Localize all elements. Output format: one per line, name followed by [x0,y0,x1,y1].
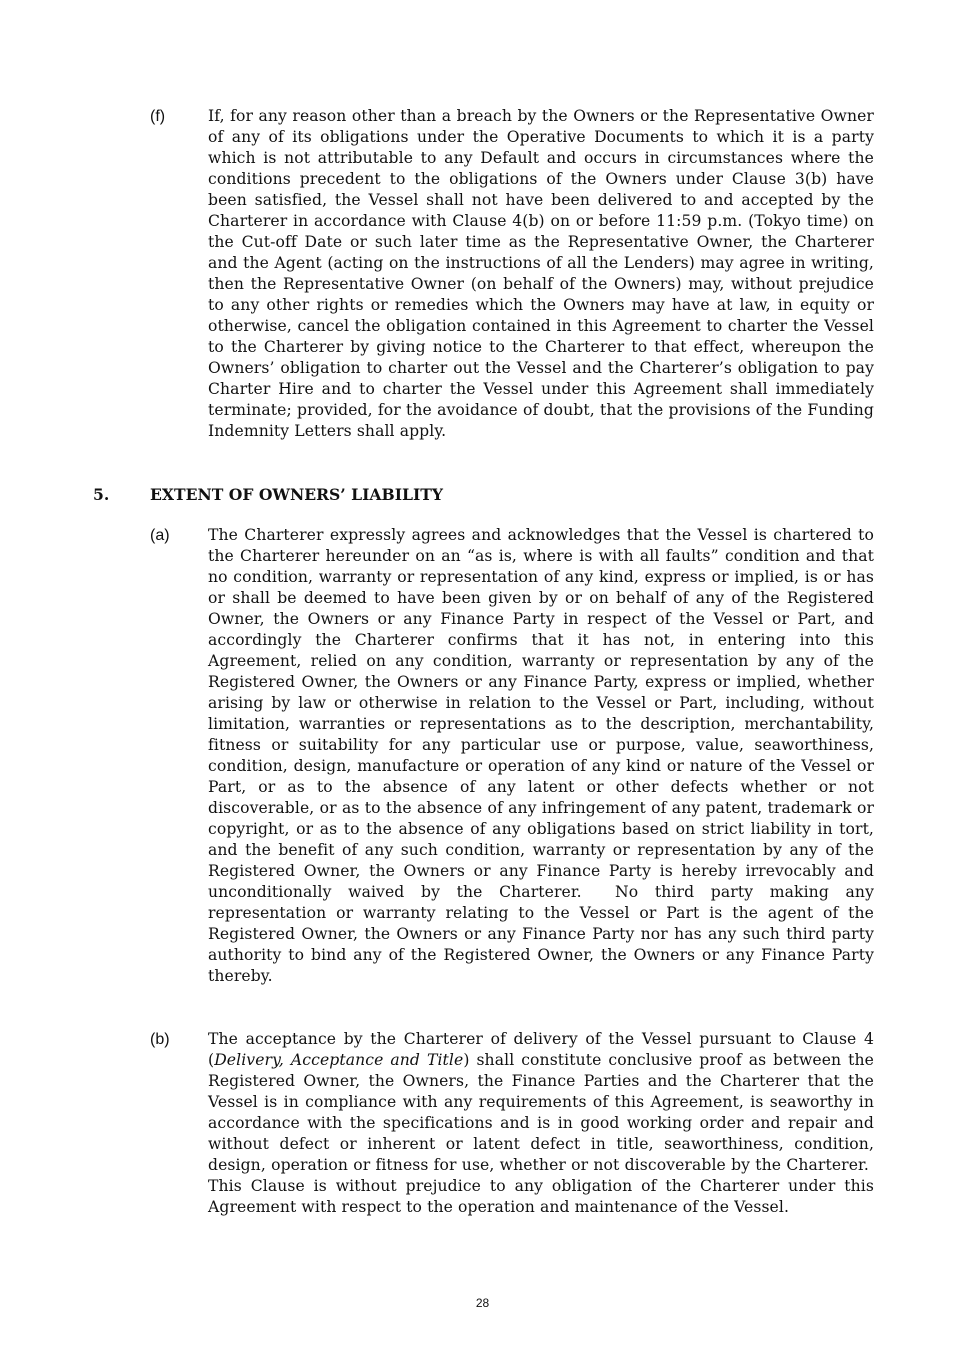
clause-text: If, for any reason other than a breach by the Owners or the Representative Owner of any of its obligations under the Operative Documents to which it is a party which is not attributable to any Default and occurs in circumstances where the conditions precedent to the obligations of the Owners under Clause 3(b) have been satisfied, the Vessel shall not have been delivered to and accepted by the Charterer in accordance with Clause 4(b) on or before 11:59 p.m. (Tokyo time) on the Cut-off Date or such later time as the Representative Owner, the Charterer and the Agent (acting on the instructions of all the Lenders) may agree in writing, then the Representative Owner (on behalf of the Owners) may, without prejudice to any other rights or remedies which the Owners may have at law, in equity or otherwise, cancel the obligation contained in this Agreement to charter the Vessel to the Charterer by giving notice to the Charterer to that effect, whereupon the Owners’ obligation to charter out the Vessel and the Charterer’s obligation to pay Charter Hire and to charter the Vessel under this Agreement shall immediately terminate; provided, for the avoidance of doubt, that the provisions of the Funding Indemnity Letters shall apply. [208,107,874,440]
clause-text [208,1029,874,1218]
clause-5b [150,1029,874,1218]
section-title: EXTENT OF OWNERS’ LIABILITY [150,485,443,504]
section-number: 5. [93,485,110,504]
clause-text-part: ) shall constitute conclusive proof as between the Registered Owner, the Owners, the Finance Parties and the Charterer that the Vessel is in compliance with any requirements of this Agreement, is seaworthy in accordance with the specifications and is in good working order and repair and without defect or inherent or latent defect in title, seaworthiness, condition, design, operation or fitness for use, whether or not discoverable by the Charterer. [208,1051,874,1174]
clause-4f [150,106,874,442]
clause-label: (b) [150,1031,170,1048]
clause-title-reference: Delivery, Acceptance and Title [214,1051,464,1069]
clause-text-part: This Clause is without prejudice to any obligation of the Charterer under this Agreement with respect to the operation and maintenance of the Vessel. [208,1177,874,1216]
clause-text-part: The Charterer expressly agrees and acknowledges that the Vessel is chartered to the Charterer hereunder on an “as is, where is with all faults” condition and that no condition, warranty or representation of any kind, express or implied, is or has or shall be deemed to have been given by or on behalf of any of the Registered Owner, the Owners or any Finance Party in respect of the Vessel or Part, and accordingly the Charterer confirms that it has not, in entering into this Agreement, relied on any condition, warranty or representation by any of the Registered Owner, the Owners or any Finance Party, express or implied, whether arising by law or otherwise in relation to the Vessel or Part, including, without limitation, warranties or representations as to the description, merchantability, fitness or suitability for any particular use or purpose, value, seaworthiness, condition, design, manufacture or operation of any kind or nature of the Vessel or Part, or as to the absence of any latent or other defects whether or not discoverable, or as to the absence of any infringement of any patent, trademark or copyright, or as to the absence of any obligations based on strict liability in tort, and the benefit of any such condition, warranty or representation by any of the Registered Owner, the Owners or any Finance Party is hereby irrevocably and unconditionally waived by the Charterer. [208,526,874,901]
page-number: 28 [475,1296,490,1310]
clause-label: (a) [150,527,170,544]
clause-text-part: The acceptance by the Charterer of delivery of the Vessel pursuant to Clause 4 ( [208,1030,874,1069]
clause-text-part: No third party making any representation or warranty relating to the Vessel or Part is the agent of the Registered Owner, the Owners or any Finance Party nor has any such third party authority to bind any of the Registered Owner, the Owners or any Finance Party thereby. [208,883,874,985]
clause-text [208,525,874,987]
clause-5a [150,525,874,987]
clause-label: (f) [150,108,166,125]
section-heading [93,484,793,505]
